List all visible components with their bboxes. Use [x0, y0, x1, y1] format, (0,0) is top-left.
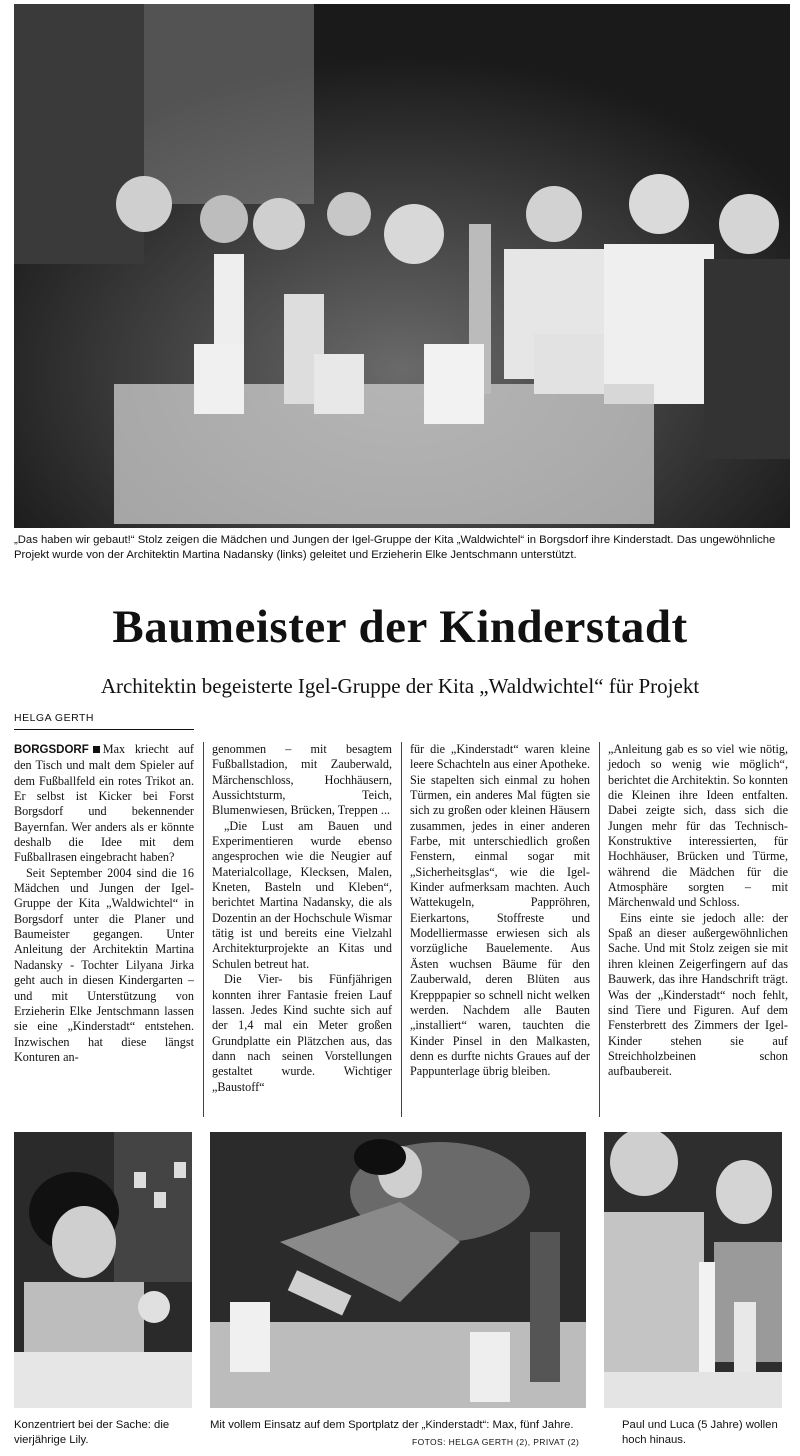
paragraph: Seit September 2004 sind die 16 Mädchen und Jungen der Igel-Gruppe der Kita „Waldwichtel“ in Borgsdorf unter die Planer und Baumeister gegangen. Unter Anleitung der Architektin Martina Nadansky - Tochter Lilyana Jirka geht auch in diesen Kindergarten – und mit Unterstützung von Erzieherin Elke Jentschmann lassen sie eine „Kinderstadt“ entstehen. Inzwischen hat diese längst Konturen an-	[14, 865, 194, 1064]
article-column-4	[608, 742, 788, 1080]
photo-paul-luca	[604, 1132, 782, 1408]
article-column-3	[410, 742, 590, 1080]
paragraph: „Die Lust am Bauen und Experimentieren wurde ebenso angesprochen wie die Neugier auf Materialcollage, Klecksen, Malen, Kneten, Basteln und Kleben“, berichtet Martina Nadansky, die als Dozentin an der Hochschule Wismar tätig ist und bereits eine Vielzahl Architekturprojekte an Kitas und Schulen betreut hat.	[212, 818, 392, 971]
photo-lily	[14, 1132, 192, 1408]
paragraph: genommen – mit besagtem Fußballstadion, mit Zauberwald, Märchenschloss, Hochhäusern, Aussichtsturm, Teich, Blumenwiesen, Brücken, Treppen ...	[212, 742, 392, 818]
top-photo-caption: „Das haben wir gebaut!“ Stolz zeigen die Mädchen und Jungen der Igel-Gruppe der Kita „Waldwichtel“ in Borgsdorf ihre Kinderstadt. Das ungewöhnliche Projekt wurde von der Architektin Martina Nadansky (links) geleitet und Erzieherin Elke Jentschmann unterstützt.	[14, 534, 776, 561]
subheadline: Architektin begeisterte Igel-Gruppe der Kita „Waldwichtel“ für Projekt	[100, 674, 700, 698]
caption-max: Mit vollem Einsatz auf dem Sportplatz der „Kinderstadt“: Max, fünf Jahre.	[210, 1419, 574, 1431]
top-photo	[14, 4, 790, 528]
byline: HELGA GERTH	[14, 712, 94, 724]
paragraph: für die „Kinderstadt“ waren kleine leere Schachteln aus einer Apotheke. Sie stapelten sich einmal zu hohen Türmen, ein anderes Mal fügten sie sich zu großen oder kleinen Häusern zusammen, jedes in einer anderen Farbe, mit unterschiedlich großen Fenstern, einmal sogar mit „Sicherheitsglas“, wie die Igel-Kinder aufmerksam machten. Auch Wattekugeln, Pappröhren, Eierkartons, Stoffreste und Modelliermasse erwiesen sich als vorzügliche Bauelemente. Aus Ästen wuchsen Bäume für den Zauberwald, deren Blüten aus Krepppapier so schnell nicht welken werden. Nachdem alle Bauten „installiert“ waren, tauchten die Kinder Pinsel in den Malkasten, denn es durfte nichts Graues auf der Pappunterlage übrig bleiben.	[410, 742, 590, 1079]
dateline-square-icon	[93, 746, 100, 753]
paragraph: Die Vier- bis Fünfjährigen konnten ihrer Fantasie freien Lauf lassen. Jedes Kind suchte sich auf der 1,4 mal ein Meter großen Grundplatte ein Plätzchen aus, das dann nach seinen Vorstellungen gestaltet wurde. Wichtiger „Baustoff“	[212, 972, 392, 1094]
photo-credit: FOTOS: HELGA GERTH (2), PRIVAT (2)	[412, 1437, 580, 1447]
article-column-1	[14, 742, 194, 1065]
byline-divider	[14, 729, 194, 730]
article-column-2	[212, 742, 392, 1095]
paragraph: Eins einte sie jedoch alle: der Spaß an dieser außergewöhnlichen Sache. Und mit Stolz zeigen sie mit ihren kleinen Zeigerfingern auf das Bauwerk, das ihre Handschrift trägt. Was der „Kinderstadt“ noch fehlt, sind Tiere und Figuren. Auf dem Fensterbrett des Zimmers der Igel-Kinder stehen sie auf Streichholzbeinen schon aufbaubereit.	[608, 910, 788, 1079]
paragraph: BORGSDORF Max kriecht auf den Tisch und malt dem Spieler auf dem Fußballfeld ein rotes Trikot an. Er selbst ist Kicker bei Forst Borgsdorf und bekennender Bayernfan. Wer anders als er könnte deshalb die Idee mit dem Fußballrasen eingebracht haben?	[14, 742, 194, 865]
caption-lily: Konzentriert bei der Sache: die vierjährige Lily.	[14, 1419, 170, 1446]
caption-paul-luca: Paul und Luca (5 Jahre) wollen hoch hinaus.	[622, 1419, 778, 1446]
paragraph: „Anleitung gab es so viel wie nötig, jedoch so wenig wie möglich“, berichtet die Architektin. So konnten die Kleinen ihre Ideen entfalten. Dabei zeigte sich, dass sich die Jungen mehr für das Technisch-Konstruktive interessierten, für Hochhäuser, Brücken und Türme, während die Mädchen für die Atmosphäre sorgten – mit Märchenwald und Schloss.	[608, 742, 788, 910]
dateline: BORGSDORF	[14, 744, 89, 756]
page-title: Baumeister der Kinderstadt	[112, 601, 688, 653]
column-divider	[599, 742, 600, 1117]
column-divider	[203, 742, 204, 1117]
column-divider	[401, 742, 402, 1117]
photo-max	[210, 1132, 586, 1408]
